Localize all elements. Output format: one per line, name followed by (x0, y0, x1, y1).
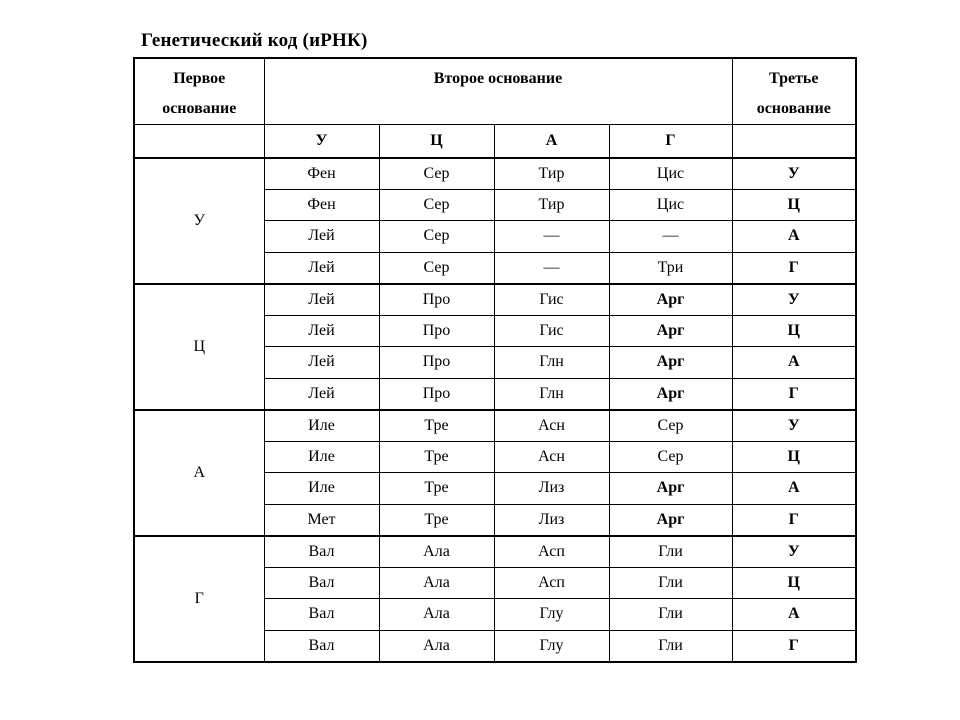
header-letter-c: Ц (379, 125, 494, 158)
third-base-cell: А (732, 473, 856, 505)
codon-cell: Сер (379, 221, 494, 253)
codon-cell: Арг (609, 347, 732, 379)
third-base-cell: У (732, 158, 856, 190)
first-base-cell: Г (134, 536, 264, 662)
codon-cell: Про (379, 378, 494, 410)
codon-cell: Сер (379, 189, 494, 221)
codon-cell: Тир (494, 158, 609, 190)
codon-cell: Асн (494, 410, 609, 442)
first-base-cell: У (134, 158, 264, 284)
codon-cell: Тре (379, 441, 494, 473)
codon-cell: Лей (264, 378, 379, 410)
codon-cell: Ала (379, 567, 494, 599)
codon-cell: Глу (494, 599, 609, 631)
codon-cell: Асп (494, 567, 609, 599)
codon-cell: — (494, 221, 609, 253)
header-third-base-line2: основание (756, 100, 831, 117)
third-base-cell: У (732, 410, 856, 442)
header-first-base-line2: основание (162, 100, 237, 117)
codon-cell: Иле (264, 441, 379, 473)
codon-cell: Сер (609, 441, 732, 473)
codon-cell: Иле (264, 473, 379, 505)
header-second-base (264, 58, 732, 125)
table-body (134, 58, 856, 662)
codon-cell: Сер (379, 158, 494, 190)
codon-cell: Лей (264, 315, 379, 347)
table-row (134, 284, 856, 316)
codon-cell: Вал (264, 599, 379, 631)
third-base-cell: А (732, 221, 856, 253)
header-third-base-line1: Третье (769, 70, 819, 87)
codon-cell: Тир (494, 189, 609, 221)
codon-cell: Вал (264, 630, 379, 662)
header-second-base-label: Второе основание (433, 70, 563, 87)
header-first-base-line1: Первое (173, 70, 226, 87)
third-base-cell: У (732, 284, 856, 316)
codon-cell: Фен (264, 189, 379, 221)
codon-cell: Гли (609, 599, 732, 631)
third-base-cell: Ц (732, 441, 856, 473)
genetic-code-table (133, 57, 857, 663)
codon-cell: Лей (264, 221, 379, 253)
third-base-cell: Г (732, 504, 856, 536)
codon-cell: Асн (494, 441, 609, 473)
codon-cell: Цис (609, 158, 732, 190)
third-base-cell: Ц (732, 189, 856, 221)
third-base-cell: Ц (732, 315, 856, 347)
codon-cell: — (609, 221, 732, 253)
codon-cell: — (494, 252, 609, 284)
third-base-cell: А (732, 347, 856, 379)
third-base-cell: А (732, 599, 856, 631)
codon-cell: Арг (609, 504, 732, 536)
codon-cell: Гли (609, 536, 732, 568)
header-empty-right-cell (732, 125, 856, 158)
first-base-cell: А (134, 410, 264, 536)
third-base-cell: Ц (732, 567, 856, 599)
codon-cell: Гис (494, 315, 609, 347)
codon-cell: Сер (609, 410, 732, 442)
codon-cell: Лей (264, 252, 379, 284)
codon-cell: Иле (264, 410, 379, 442)
codon-cell: Асп (494, 536, 609, 568)
codon-cell: Лиз (494, 473, 609, 505)
third-base-cell: У (732, 536, 856, 568)
codon-cell: Про (379, 347, 494, 379)
table-row (134, 158, 856, 190)
header-letter-g: Г (609, 125, 732, 158)
codon-cell: Гис (494, 284, 609, 316)
third-base-cell: Г (732, 630, 856, 662)
header-letter-u: У (264, 125, 379, 158)
codon-cell: Арг (609, 473, 732, 505)
codon-cell: Глу (494, 630, 609, 662)
codon-cell: Мет (264, 504, 379, 536)
codon-cell: Гли (609, 567, 732, 599)
codon-cell: Глн (494, 378, 609, 410)
codon-cell: Вал (264, 567, 379, 599)
header-row-bases (134, 58, 856, 125)
codon-cell: Гли (609, 630, 732, 662)
codon-cell: Ала (379, 630, 494, 662)
codon-cell: Три (609, 252, 732, 284)
codon-cell: Цис (609, 189, 732, 221)
header-first-base (134, 58, 264, 125)
third-base-cell: Г (732, 378, 856, 410)
codon-cell: Вал (264, 536, 379, 568)
codon-cell: Фен (264, 158, 379, 190)
codon-cell: Тре (379, 504, 494, 536)
header-third-base (732, 58, 856, 125)
codon-cell: Тре (379, 410, 494, 442)
codon-cell: Про (379, 284, 494, 316)
table-row (134, 410, 856, 442)
page-title: Генетический код (иРНК) (141, 30, 368, 51)
codon-cell: Тре (379, 473, 494, 505)
codon-cell: Арг (609, 378, 732, 410)
codon-cell: Сер (379, 252, 494, 284)
header-empty-left-cell (134, 125, 264, 158)
codon-cell: Глн (494, 347, 609, 379)
codon-cell: Ала (379, 536, 494, 568)
third-base-cell: Г (732, 252, 856, 284)
header-letter-a: А (494, 125, 609, 158)
codon-cell: Про (379, 315, 494, 347)
codon-cell: Лиз (494, 504, 609, 536)
codon-cell: Арг (609, 315, 732, 347)
codon-cell: Ала (379, 599, 494, 631)
first-base-cell: Ц (134, 284, 264, 410)
codon-cell: Лей (264, 347, 379, 379)
table-row (134, 536, 856, 568)
codon-cell: Лей (264, 284, 379, 316)
codon-cell: Арг (609, 284, 732, 316)
header-row-letters (134, 125, 856, 158)
